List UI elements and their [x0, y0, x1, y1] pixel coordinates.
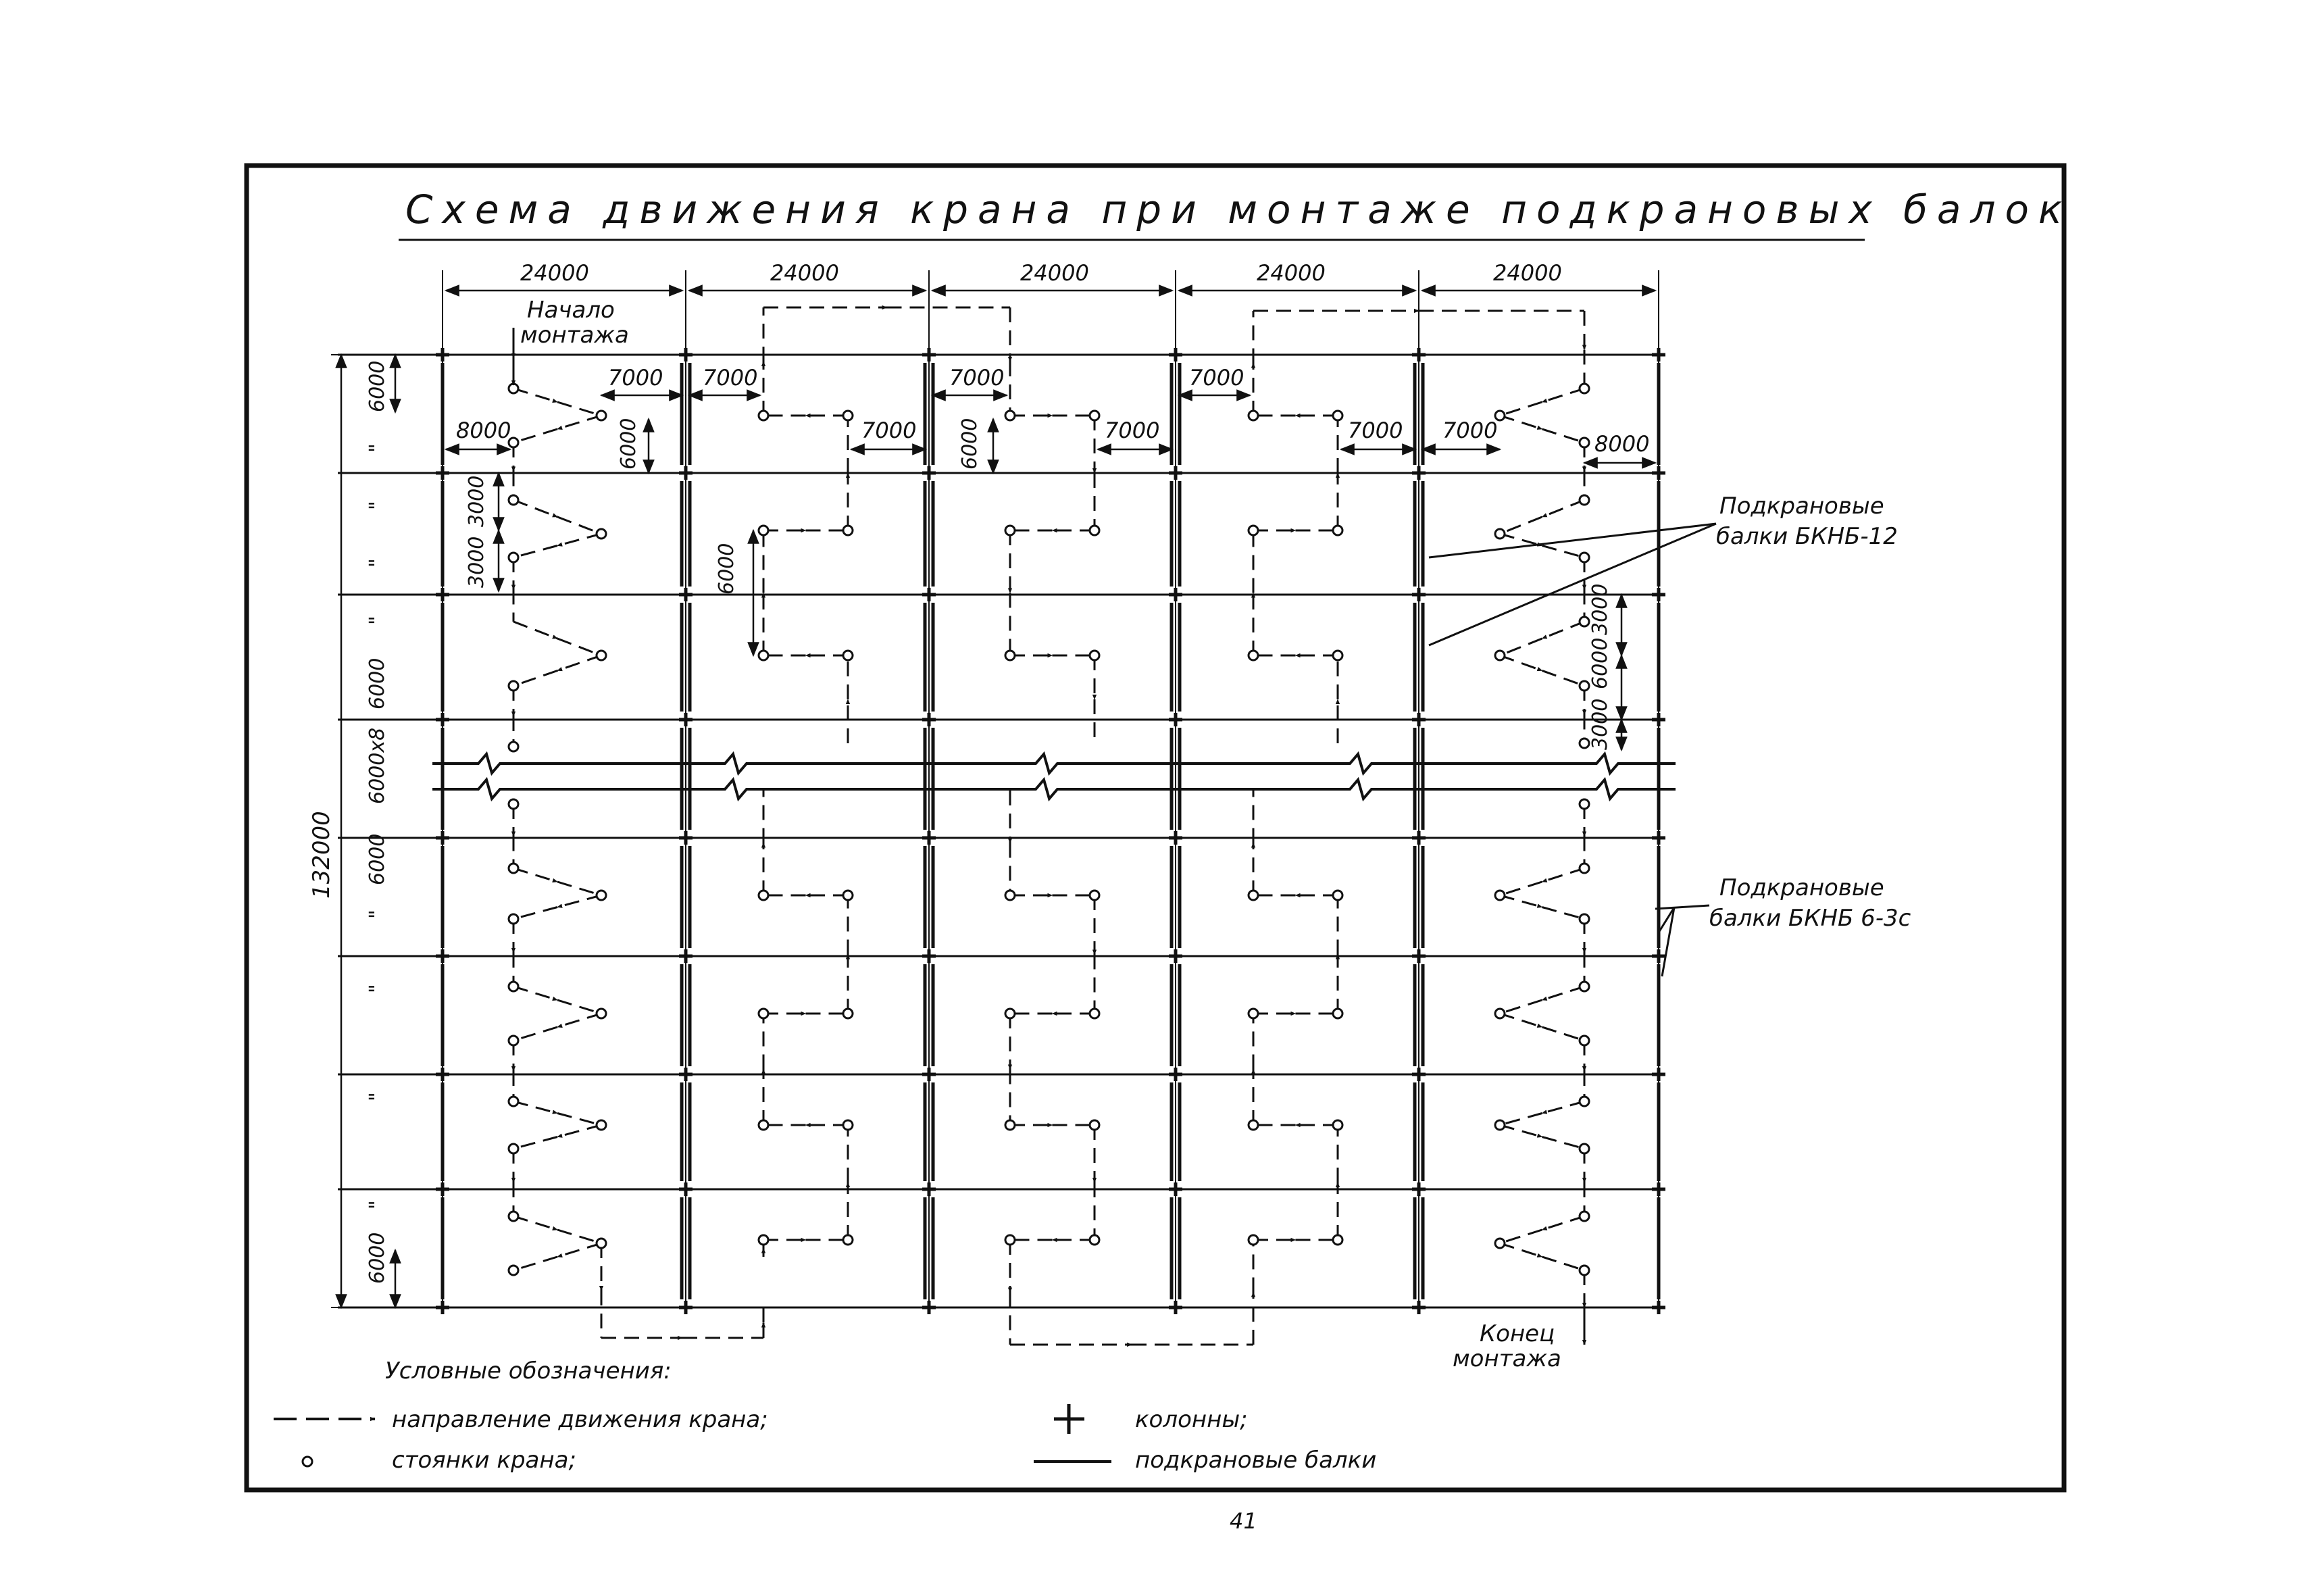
crane-stop	[1333, 1120, 1342, 1130]
crane-stop	[1495, 529, 1505, 539]
crane-stop	[597, 891, 606, 900]
crane-path-segment	[1500, 1114, 1542, 1126]
crane-stop	[1249, 651, 1258, 660]
crane-stop	[509, 982, 518, 991]
crane-stop	[1090, 526, 1099, 535]
crane-stop	[759, 1235, 768, 1245]
crane-path-segment	[557, 402, 601, 416]
crane-beams	[443, 363, 1659, 1299]
crane-path-segment	[557, 1125, 601, 1137]
crane-stop	[1249, 411, 1258, 420]
crane-stop	[759, 651, 768, 660]
dim-7000-g: 7000	[1348, 418, 1403, 443]
crane-stop	[509, 1266, 518, 1275]
crane-stop	[1580, 1144, 1589, 1153]
crane-stop	[509, 864, 518, 873]
crane-path-segment	[1500, 655, 1542, 671]
left-dimension-labels	[308, 361, 389, 1284]
dim-8000-b: 8000	[1594, 431, 1650, 457]
crane-path-segment	[513, 500, 557, 517]
dim-ditto-1: "	[366, 443, 389, 453]
crane-stop	[759, 1120, 768, 1130]
legend-heading: Условные обозначения:	[385, 1357, 672, 1385]
crane-path-segment	[1500, 1125, 1542, 1137]
crane-path-segment	[1500, 517, 1542, 534]
crane-stop	[509, 1036, 518, 1045]
crane-path-segment	[1500, 1000, 1542, 1014]
dim-ditto-3: "	[366, 558, 389, 568]
dim-row-top: 6000	[366, 360, 389, 412]
crane-stop	[1580, 1097, 1589, 1106]
crane-stop	[1090, 1235, 1099, 1245]
local-dimension-labels	[456, 365, 1649, 750]
callout-beams-6	[1655, 874, 1911, 976]
crane-stop	[597, 1009, 606, 1018]
crane-stop	[1005, 891, 1015, 900]
dim-ditto-4: "	[366, 616, 389, 625]
crane-path-segment	[1500, 639, 1542, 655]
crane-stop	[843, 526, 853, 535]
crane-path-segment	[513, 1216, 557, 1230]
dim-ditto-8: "	[366, 1200, 389, 1210]
crane-stop	[1090, 891, 1099, 900]
crane-stop	[1495, 1120, 1505, 1130]
crane-stop	[1005, 1009, 1015, 1018]
dim-row-mid-a: 6000	[366, 657, 389, 709]
crane-stop	[597, 529, 606, 539]
diagram-title: Схема движения крана при монтаже подкрановых балок	[405, 186, 2072, 232]
dim-7000-a: 7000	[608, 365, 663, 391]
end-label-line1: Конец	[1480, 1320, 1555, 1347]
crane-stop	[1580, 982, 1589, 991]
crane-stop	[759, 526, 768, 535]
crane-path-segment	[1542, 1137, 1585, 1149]
crane-stop	[1090, 1120, 1099, 1130]
crane-stop	[1090, 411, 1099, 420]
legend-item-beams	[1034, 1447, 1376, 1474]
crane-path-segment	[513, 622, 557, 639]
break-line	[432, 780, 1676, 799]
crane-path-segment	[557, 1000, 601, 1014]
crane-stop	[1580, 739, 1589, 748]
crane-stop	[1249, 526, 1258, 535]
dim-3000-v3: 3000	[1588, 583, 1612, 635]
crane-path-segment	[1542, 1027, 1585, 1041]
column-grid	[338, 348, 1676, 1314]
crane-stop	[509, 914, 518, 924]
dim-6000-v2: 6000	[958, 418, 982, 470]
crane-stop	[759, 1009, 768, 1018]
crane-path-segment	[513, 389, 557, 402]
crane-stop	[597, 651, 606, 660]
start-label-line1: Начало	[527, 297, 615, 324]
span-label-2: 24000	[770, 260, 839, 286]
crane-stop	[1580, 1266, 1589, 1275]
dim-row-mid-b: 6000x8	[366, 727, 389, 804]
callout-beams-12-line2: балки БКНБ-12	[1716, 523, 1898, 550]
crane-stop	[1580, 495, 1589, 505]
crane-stop	[509, 681, 518, 691]
crane-path-segment	[513, 429, 557, 443]
crane-stop	[1333, 1009, 1342, 1018]
crane-stop	[1005, 411, 1015, 420]
crane-stop	[1580, 681, 1589, 691]
crane-stop	[597, 411, 606, 420]
crane-path-segment	[1542, 1257, 1585, 1270]
crane-stop	[1580, 617, 1589, 626]
end-label	[1453, 1320, 1561, 1372]
crane-path-segment	[513, 987, 557, 1000]
crane-stop	[1580, 1036, 1589, 1045]
crane-path-segment	[557, 639, 601, 655]
crane-stop	[1249, 1120, 1258, 1130]
dim-3000-v2: 3000	[465, 536, 488, 588]
start-label	[520, 297, 629, 349]
dim-6000-v4: 6000	[1588, 637, 1612, 689]
crane-path-segment	[1500, 534, 1542, 546]
crane-stop	[1333, 411, 1342, 420]
crane-stop	[509, 799, 518, 809]
crane-stop	[1333, 1235, 1342, 1245]
crane-stop	[509, 1097, 518, 1106]
dim-ditto-2: "	[366, 501, 389, 510]
crane-path-segment	[1542, 546, 1585, 558]
crane-stop	[1333, 651, 1342, 660]
dim-row-bottom: 6000	[366, 1232, 389, 1284]
crane-path-segment	[557, 895, 601, 907]
crane-stop	[1249, 891, 1258, 900]
crane-stop	[1005, 1235, 1015, 1245]
crane-path-segment	[557, 1114, 601, 1126]
crane-stop	[843, 411, 853, 420]
crane-stop	[1005, 1120, 1015, 1130]
span-label-5: 24000	[1493, 260, 1562, 286]
crane-stop	[1495, 651, 1505, 660]
crane-path-segment	[1542, 622, 1585, 639]
crane-stop	[509, 1144, 518, 1153]
crane-stop	[1580, 438, 1589, 447]
crane-path-segment	[557, 416, 601, 429]
dim-total-132000: 132000	[308, 811, 335, 899]
crane-stop	[1495, 891, 1505, 900]
crane-stop	[1333, 526, 1342, 535]
crane-stops	[509, 384, 1589, 1275]
crane-stop	[843, 1009, 853, 1018]
crane-stop	[843, 1235, 853, 1245]
crane-stop	[1090, 1009, 1099, 1018]
crane-path-segment	[557, 655, 601, 671]
crane-path-segment	[1542, 389, 1585, 402]
end-label-line2: монтажа	[1453, 1345, 1561, 1372]
crane-path-segment	[513, 1027, 557, 1041]
callout-beams-6-line1: Подкрановые	[1719, 874, 1884, 901]
page-number: 41	[1230, 1508, 1257, 1534]
crane-stop	[1580, 1212, 1589, 1221]
span-label-3: 24000	[1020, 260, 1089, 286]
crane-path-segment	[513, 868, 557, 882]
crane-stop	[509, 495, 518, 505]
dim-3000-v1: 3000	[465, 475, 488, 527]
crane-path-segment	[1542, 1101, 1585, 1114]
dim-row-mid-c: 6000	[366, 833, 389, 885]
crane-stop	[1580, 914, 1589, 924]
crane-stop	[1580, 553, 1589, 562]
callout-beams-12-line1: Подкрановые	[1719, 493, 1884, 520]
crane-stop	[1090, 651, 1099, 660]
legend-label-beams: подкрановые балки	[1135, 1447, 1377, 1474]
crane-stop	[1495, 1239, 1505, 1248]
dim-6000-v3: 6000	[715, 543, 738, 595]
legend-label-stops: стоянки крана;	[392, 1447, 576, 1474]
crane-path-segment	[513, 1137, 557, 1149]
crane-path-segment	[1500, 895, 1542, 907]
crane-stop	[1580, 799, 1589, 809]
legend-label-direction: направление движения крана;	[392, 1406, 768, 1433]
crane-path-segment	[1542, 868, 1585, 882]
crane-path-segment	[1500, 1230, 1542, 1243]
dim-7000-e: 7000	[861, 418, 917, 443]
dim-7000-h: 7000	[1442, 418, 1498, 443]
crane-stop	[843, 1120, 853, 1130]
crane-path-segment	[513, 671, 557, 687]
crane-path-segment	[1542, 429, 1585, 443]
crane-stop	[1333, 891, 1342, 900]
crane-stop	[509, 1212, 518, 1221]
crane-path-segment	[557, 534, 601, 546]
dim-7000-c: 7000	[949, 365, 1005, 391]
crane-stop	[597, 1239, 606, 1248]
crane-stop	[1495, 1009, 1505, 1018]
crane-path-segment	[513, 546, 557, 558]
crane-path-segment	[1542, 907, 1585, 920]
crane-path-segment	[1542, 500, 1585, 517]
crane-stop	[509, 553, 518, 562]
dim-7000-f: 7000	[1105, 418, 1160, 443]
dim-ditto-5: "	[366, 909, 389, 919]
crane-path-segment	[1500, 1014, 1542, 1027]
legend-label-columns: колонны;	[1135, 1406, 1248, 1433]
sheet-frame	[247, 166, 2064, 1490]
callout-beams-6-line2: балки БКНБ 6-3с	[1709, 905, 1911, 932]
crane-path-segment	[1500, 882, 1542, 895]
dim-ditto-6: "	[366, 984, 389, 993]
crane-stop	[843, 651, 853, 660]
crane-stop	[1580, 864, 1589, 873]
crane-stop	[759, 411, 768, 420]
crane-stop	[843, 891, 853, 900]
crane-path-segment	[1542, 1216, 1585, 1230]
crane-stop	[1580, 384, 1589, 393]
dim-ditto-7: "	[366, 1092, 389, 1101]
dim-6000-v1: 6000	[617, 418, 640, 470]
crane-path-segment	[557, 1243, 601, 1257]
crane-stop	[759, 891, 768, 900]
crane-path-segment	[557, 882, 601, 895]
dim-3000-v4: 3000	[1588, 698, 1612, 750]
crane-stop	[1005, 651, 1015, 660]
crane-path-segment	[1542, 987, 1585, 1000]
dim-7000-d: 7000	[1189, 365, 1244, 391]
span-label-4: 24000	[1257, 260, 1326, 286]
crane-stop	[509, 742, 518, 751]
crane-path-segment	[557, 517, 601, 534]
legend-item-stops	[303, 1447, 576, 1474]
crane-path-segment	[513, 1257, 557, 1270]
crane-path-segment	[557, 1230, 601, 1243]
crane-stop	[509, 384, 518, 393]
legend-item-columns	[1054, 1404, 1248, 1434]
dim-8000-a: 8000	[456, 418, 511, 443]
start-label-line2: монтажа	[520, 322, 629, 349]
crane-path-segment	[557, 1014, 601, 1027]
crane-path-segment	[1500, 402, 1542, 416]
crane-stop	[597, 1120, 606, 1130]
legend-item-direction	[274, 1406, 768, 1433]
crane-path-segment	[1500, 1243, 1542, 1257]
crane-stop	[1249, 1009, 1258, 1018]
crane-stop	[1249, 1235, 1258, 1245]
span-dimension-labels	[520, 260, 1562, 286]
span-label-1: 24000	[520, 260, 589, 286]
crane-path-segment	[1542, 671, 1585, 687]
dim-7000-b: 7000	[703, 365, 758, 391]
crane-path-segment	[513, 1101, 557, 1114]
crane-stop	[1005, 526, 1015, 535]
crane-path-segment	[1500, 416, 1542, 429]
legend	[274, 1357, 1376, 1474]
break-line	[432, 754, 1676, 773]
callout-beams-12	[1429, 493, 1898, 645]
crane-path-segment	[513, 907, 557, 920]
